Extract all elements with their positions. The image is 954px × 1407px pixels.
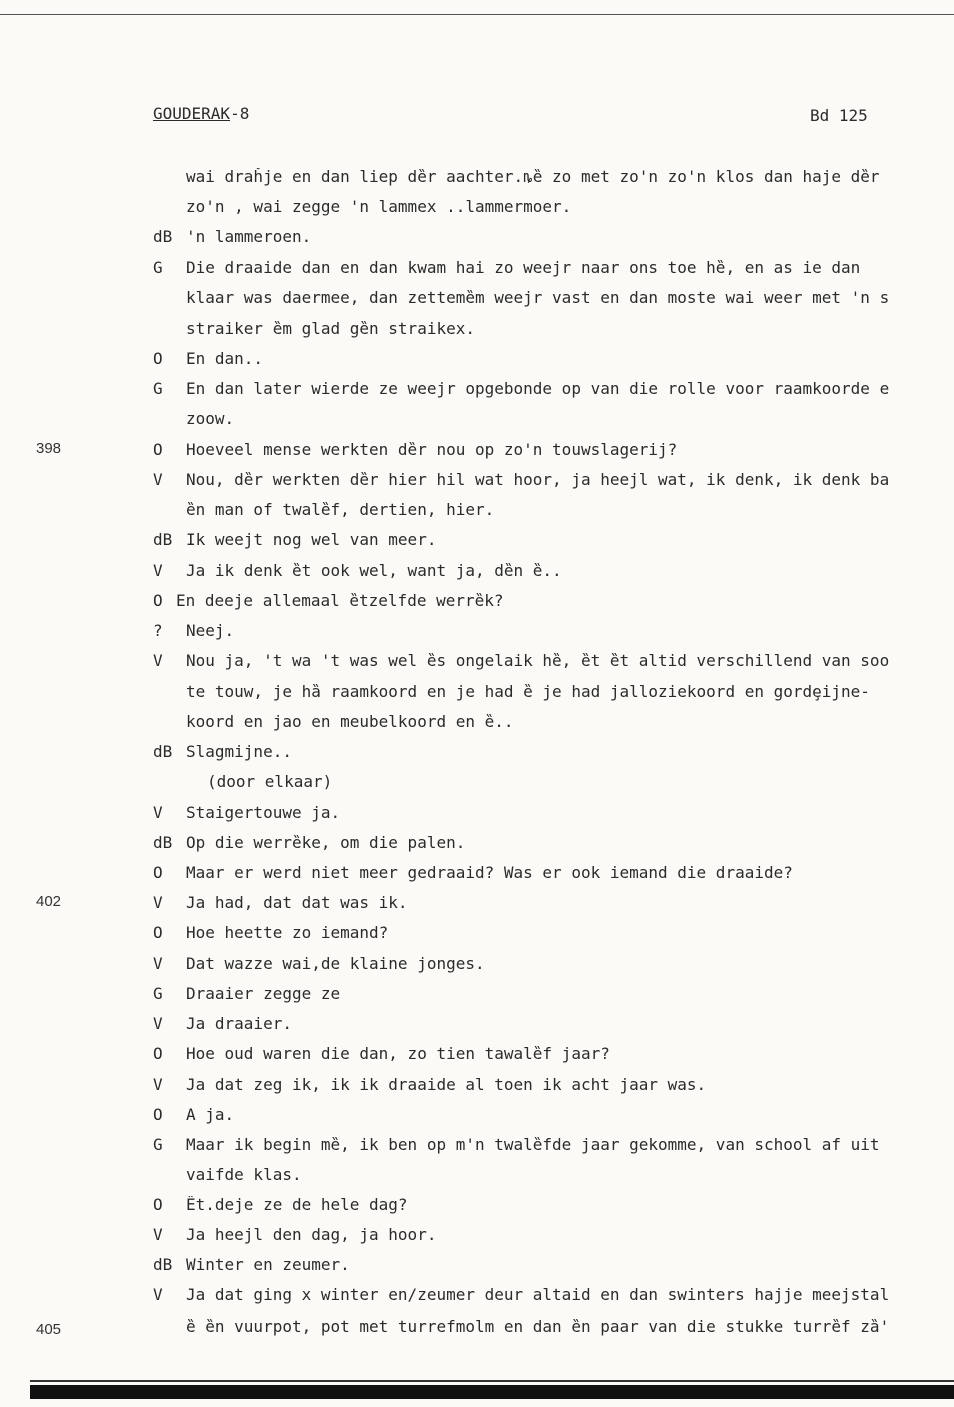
speaker-label: G [153,379,163,398]
speaker-label: O [153,1105,163,1124]
margin-line-number: 402 [36,893,62,910]
utterance-text: Ja dat zeg ik, ik ik draaide al toen ik acht jaar was. [186,1076,707,1094]
utterance-text: En dan.. [186,350,264,368]
page-header-title [153,104,249,123]
utterance-text: En dan later wierde ze weejr opgebonde op van die rolle voor raamkoorde e [186,380,890,398]
utterance-text: Op die werrȅke, om die palen. [186,834,466,852]
utterance-text: Hoe oud waren die dan, zo tien tawalȅf jaar? [186,1045,610,1063]
speaker-label: dB [153,1255,173,1274]
speaker-label: V [153,893,163,912]
utterance-text: straiker ȅm glad gȅn straikex. [186,320,475,338]
utterance-text: Draaier zegge ze [186,985,341,1003]
utterance-text: wai draȟje en dan liep dȅr aachter.ȵȅ zo met zo'n zo'n klos dan haje dȅr [186,168,880,186]
bottom-scan-edge [30,1385,954,1399]
utterance-text: Neej. [186,622,235,640]
speaker-label: O [153,591,163,610]
speaker-label: V [153,1075,163,1094]
utterance-text: ȅn man of twalȅf, dertien, hier. [186,501,495,519]
speaker-label: V [153,651,163,670]
utterance-text: zoow. [186,410,235,428]
utterance-text: Ik weejt nog wel van meer. [186,531,437,549]
margin-line-number: 405 [36,1321,62,1338]
utterance-text: Dat wazze wai,de klaine jonges. [186,955,485,973]
header-suffix: -8 [230,104,250,123]
utterance-text: Slagmijne.. [186,743,292,761]
utterance-text: Ja had, dat dat was ik. [186,894,408,912]
utterance-text: (door elkaar) [207,773,333,791]
speaker-label: dB [153,742,173,761]
speaker-label: ? [153,621,163,640]
utterance-text: Nou ja, 't wa 't was wel ȅs ongelaik hȅ, ȅt ȅt altid verschillend van soo [186,652,890,670]
speaker-label: V [153,1225,163,1244]
utterance-text: koord en jao en meubelkoord en ȅ.. [186,713,514,731]
speaker-label: O [153,349,163,368]
bottom-rule [30,1380,954,1382]
utterance-text: Ȅt.deje ze de hele dag? [186,1196,408,1214]
utterance-text: Nou, dȅr werkten dȅr hier hil wat hoor, ja heejl wat, ik denk, ik denk ba [186,471,890,489]
speaker-label: V [153,803,163,822]
utterance-text: Ja dat ging x winter en/zeumer deur altaid en dan swinters hajje meejstal [186,1286,890,1304]
utterance-text: Maar er werd niet meer gedraaid? Was er ook iemand die draaide? [186,864,793,882]
utterance-text: En deeje allemaal ȅtzelfde werrȅk? [176,592,504,610]
speaker-label: O [153,1195,163,1214]
page-reference: Bd 125 [810,106,868,125]
speaker-label: V [153,1285,163,1304]
speaker-label: dB [153,833,173,852]
utterance-text: Ja draaier. [186,1015,292,1033]
utterance-text: te touw, je hȁ raamkoord en je had ȅ je had jalloziekoord en gordȩijne- [186,683,870,701]
utterance-text: Ja ik denk ȅt ook wel, want ja, dȅn ȅ.. [186,562,562,580]
speaker-label: V [153,470,163,489]
utterance-text: zo'n , wai zegge 'n lammex ..lammermoer. [186,198,572,216]
speaker-label: O [153,440,163,459]
utterance-text: Hoeveel mense werkten dȅr nou op zo'n touwslagerij? [186,441,678,459]
utterance-text: Winter en zeumer. [186,1256,350,1274]
utterance-text: klaar was daermee, dan zettemȅm weejr vast en dan moste wai weer met 'n s [186,289,890,307]
speaker-label: V [153,561,163,580]
speaker-label: dB [153,530,173,549]
speaker-label: G [153,984,163,1003]
utterance-text: Maar ik begin mȅ, ik ben op m'n twalȅfde jaar gekomme, van school af uit [186,1136,880,1154]
utterance-text: Ja heejl den dag, ja hoor. [186,1226,437,1244]
speaker-label: G [153,258,163,277]
utterance-text: Hoe heette zo iemand? [186,924,389,942]
header-title: GOUDERAK [153,104,231,123]
utterance-text: A ja. [186,1106,235,1124]
utterance-text: 'n lammeroen. [186,228,312,246]
utterance-text: ȅ ȅn vuurpot, pot met turrefmolm en dan ȅn paar van die stukke turrȅf zȁ' [186,1318,890,1336]
margin-line-number: 398 [36,440,62,457]
utterance-text: vaifde klas. [186,1166,302,1184]
speaker-label: O [153,923,163,942]
utterance-text: Staigertouwe ja. [186,804,341,822]
speaker-label: V [153,954,163,973]
top-rule [0,14,954,15]
utterance-text: Die draaide dan en dan kwam hai zo weejr naar ons toe hȅ, en as ie dan [186,259,861,277]
speaker-label: O [153,1044,163,1063]
speaker-label: V [153,1014,163,1033]
speaker-label: O [153,863,163,882]
speaker-label: G [153,1135,163,1154]
speaker-label: dB [153,227,173,246]
